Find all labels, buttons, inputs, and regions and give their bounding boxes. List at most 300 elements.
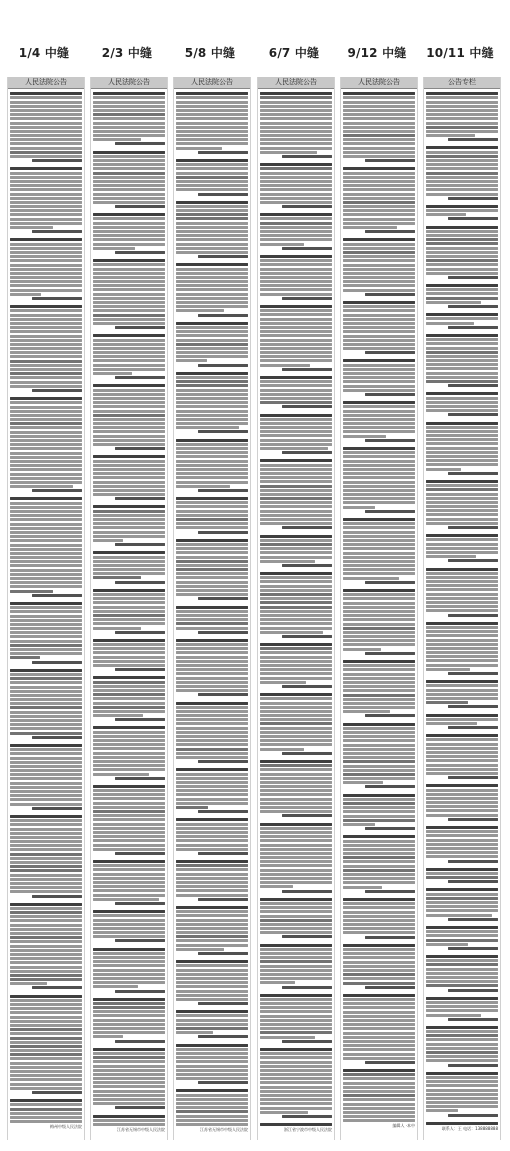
text-line [93,234,165,237]
text-line [93,868,165,871]
text-line [176,209,248,212]
text-line [343,606,415,609]
text-line [426,580,498,583]
text-line [10,798,82,801]
text-line [176,339,248,342]
text-line [10,518,82,521]
text-line [343,1107,415,1110]
text-line [10,560,82,563]
text-line [10,690,82,693]
text-line [93,109,165,112]
text-line [10,936,82,939]
text-line [426,830,498,833]
text-line [343,572,415,575]
text-line [93,568,165,571]
column-footer-signature: 梅州中级人民法院 [50,1124,82,1130]
text-line [426,1122,498,1125]
text-line [10,117,82,120]
text-line [176,710,248,713]
notice-gap [260,1118,332,1122]
text-line [93,384,165,387]
text-line [260,576,332,579]
notice-gap [260,1043,332,1047]
text-line [93,263,165,266]
text-line [176,263,248,266]
text-line [260,977,332,980]
notice-gap [176,534,248,538]
text-line [260,472,332,475]
text-line [426,593,498,596]
text-line [10,264,82,267]
text-line [93,276,165,279]
text-line [343,610,415,613]
text-line [343,1115,415,1118]
text-line [260,464,332,467]
text-line [176,238,248,241]
text-line [176,251,248,254]
text-line [10,995,82,998]
notice-gap [176,600,248,604]
text-line [93,1065,165,1068]
text-line [365,1061,415,1064]
text-line [343,873,415,876]
text-line [426,376,498,379]
text-line [176,906,248,909]
text-line [176,714,248,717]
text-line [343,1090,415,1093]
notice-gap [260,208,332,212]
text-line [260,831,332,834]
notice-gap [176,763,248,767]
text-line [176,188,248,191]
text-line [10,197,82,200]
text-line [343,952,415,955]
text-line [426,372,498,375]
text-line [176,973,248,976]
text-line [260,1010,332,1013]
text-line [10,903,82,906]
text-line [176,647,248,650]
text-line [260,773,332,776]
text-line [10,815,82,818]
text-line [10,924,82,927]
text-line [426,193,498,196]
text-line [260,672,332,675]
text-line [343,923,415,926]
text-line [260,334,332,337]
text-line [10,180,82,183]
text-line [10,673,82,676]
text-line [10,631,82,634]
text-line [93,664,165,667]
text-line [176,330,248,333]
text-line [260,651,332,654]
text-line [343,906,415,909]
text-line [93,126,165,129]
text-line [426,659,498,662]
text-line [176,1089,248,1092]
text-line [93,814,165,817]
text-line [426,605,498,608]
text-line [10,777,82,780]
notice-gap [426,1021,498,1025]
text-line [343,501,415,504]
text-line [426,968,498,971]
text-line [93,301,165,304]
text-line [32,230,82,233]
notice-gap [343,354,415,358]
text-line [176,885,248,888]
text-line [176,455,248,458]
text-line [260,722,332,725]
text-line [260,117,332,120]
text-line [448,326,498,329]
text-line [10,928,82,931]
notice-gap [93,450,165,454]
text-line [10,602,82,605]
text-line [93,435,165,438]
text-line [343,301,415,304]
text-line [10,982,47,985]
text-line [260,318,332,321]
text-line [10,844,82,847]
text-line [426,814,498,817]
text-line [426,459,498,462]
text-line [10,1049,82,1052]
notice-gap [426,921,498,925]
text-line [115,939,165,942]
text-line [10,142,82,145]
text-line [260,193,332,196]
text-line [343,865,415,868]
text-line [10,372,82,375]
text-line [93,172,165,175]
text-line [10,648,82,651]
text-line [426,738,498,741]
text-line [198,314,248,317]
text-line [426,105,498,108]
text-line [10,878,82,881]
text-line [176,418,248,421]
text-line [176,672,248,675]
text-line [93,405,165,408]
text-line [260,631,323,634]
text-line [426,1059,498,1062]
text-line [32,489,82,492]
text-line [426,984,498,987]
text-line [260,714,332,717]
notice-gap [93,1109,165,1113]
text-line [260,927,332,930]
text-line [10,782,82,785]
text-line [10,309,82,312]
text-line [343,614,415,617]
notice-gap [93,1043,165,1047]
text-line [426,1001,498,1004]
notice-gap [176,1084,248,1088]
text-line [93,347,165,350]
text-line [426,972,498,975]
text-line [176,443,248,446]
text-line [176,117,248,120]
text-line [10,970,82,973]
text-line [343,969,415,972]
text-line [176,881,248,884]
text-line [176,618,248,621]
text-line [10,719,82,722]
text-line [93,593,165,596]
text-line [343,109,415,112]
text-line [176,806,208,809]
text-line [426,1080,498,1083]
text-line [426,367,498,370]
text-line [93,401,165,404]
text-line [10,999,82,1002]
text-line [176,939,248,942]
text-line [176,138,248,141]
notice-gap [176,1005,248,1009]
text-line [426,597,498,600]
text-line [343,526,415,529]
text-line [343,339,415,342]
text-line [10,485,73,488]
text-line [260,134,332,137]
text-line [10,886,82,889]
text-line [282,1040,332,1043]
text-line [93,117,165,120]
text-line [10,201,82,204]
text-line [365,351,415,354]
text-line [93,247,135,250]
notice-gap [426,200,498,204]
text-line [176,677,248,680]
text-line [426,701,468,704]
text-line [343,877,415,880]
text-line [93,839,165,842]
text-line [176,1027,248,1030]
text-line [10,773,82,776]
text-line [343,389,415,392]
text-line [93,739,165,742]
text-line [282,752,332,755]
text-line [343,493,415,496]
text-line [93,627,141,630]
text-line [10,418,82,421]
text-line [426,601,498,604]
text-line [10,343,82,346]
text-line [448,776,498,779]
text-line [260,201,332,204]
text-line [343,322,415,325]
text-line [10,940,82,943]
text-line [343,247,415,250]
text-line [10,723,82,726]
text-line [93,1019,165,1022]
text-line [260,188,332,191]
text-line [448,526,498,529]
text-line [343,506,375,509]
text-line [176,522,248,525]
text-line [10,978,82,981]
text-line [343,134,415,137]
text-line [260,664,332,667]
text-line [448,860,498,863]
notice-gap [260,158,332,162]
text-line [343,259,415,262]
text-line [176,243,248,246]
text-line [176,668,248,671]
text-line [176,1069,248,1072]
text-line [93,201,165,204]
notice-gap [260,454,332,458]
text-line [93,468,165,471]
notice-gap [426,562,498,566]
text-line [343,218,415,221]
text-line [282,1115,332,1118]
text-line [176,1019,248,1022]
text-line [10,744,82,747]
text-line [260,1056,332,1059]
text-line [343,744,415,747]
text-line [260,802,332,805]
text-line [365,581,415,584]
text-line [93,481,165,484]
text-line [343,931,415,934]
text-line [426,151,498,154]
gutter-column-6 [423,77,501,1140]
text-line [10,677,82,680]
text-line [93,1002,165,1005]
notice-gap [176,1038,248,1042]
text-line [343,167,415,170]
text-line [93,710,165,713]
text-line [260,864,332,867]
text-line [10,732,82,735]
text-line [260,1036,315,1039]
text-line [426,1038,498,1041]
text-line [343,631,415,634]
text-line [176,497,248,500]
text-line [93,1014,165,1017]
text-line [260,556,332,559]
text-line [176,422,248,425]
text-line [176,384,248,387]
text-line [343,735,415,738]
text-line [10,339,82,342]
text-line [10,460,82,463]
text-line [260,718,332,721]
text-line [10,122,82,125]
text-line [426,209,498,212]
text-line [343,468,415,471]
text-line [93,618,165,621]
text-line [426,868,498,871]
text-line [365,714,415,717]
notice-gap [10,492,82,496]
text-line [426,588,498,591]
text-line [343,819,415,822]
text-line [343,1002,415,1005]
text-line [176,572,248,575]
text-line [176,543,248,546]
text-line [176,823,248,826]
text-line [176,589,248,592]
text-line [10,305,82,308]
text-line [198,193,248,196]
text-line [115,543,165,546]
text-line [10,1074,82,1077]
text-line [10,1045,82,1048]
text-line [10,644,82,647]
text-line [448,705,498,708]
text-line [426,759,498,762]
text-line [93,806,165,809]
text-line [260,1027,332,1030]
text-line [10,1003,82,1006]
text-line [343,848,415,851]
text-line [343,752,415,755]
text-line [10,330,82,333]
gutter-column-1 [7,77,85,1140]
text-line [343,1053,415,1056]
text-line [260,1094,332,1097]
text-line [176,735,248,738]
text-line [10,130,82,133]
text-line [343,122,415,125]
text-line [343,1019,415,1022]
notice-gap [343,655,415,659]
text-line [260,518,332,521]
text-line [93,1073,165,1076]
text-line [260,560,315,563]
text-line [93,793,165,796]
text-line [198,693,248,696]
notice-gap [343,442,415,446]
text-line [10,167,82,170]
text-line [343,518,415,521]
text-line [448,1114,498,1117]
text-line [93,397,165,400]
text-line [176,756,248,759]
text-line [93,823,165,826]
text-line [176,213,248,216]
text-line [343,1077,415,1080]
text-line [10,874,82,877]
text-line [260,422,332,425]
text-line [282,205,332,208]
text-line [426,263,498,266]
text-line [10,464,82,467]
text-line [176,664,248,667]
text-line [260,222,332,225]
text-line [93,848,165,851]
text-line [32,807,82,810]
text-line [260,226,332,229]
column-footer-signature: 浙江省宁波市中级人民法院 [284,1127,332,1133]
text-line [260,172,332,175]
text-line [343,205,415,208]
notice-gap [260,567,332,571]
text-line [426,180,498,183]
text-line [93,92,165,95]
text-line [343,748,415,751]
text-line [93,1123,165,1126]
text-line [343,589,415,592]
notice-gap [426,729,498,733]
text-line [282,297,332,300]
text-line [448,672,498,675]
text-line [426,997,498,1000]
